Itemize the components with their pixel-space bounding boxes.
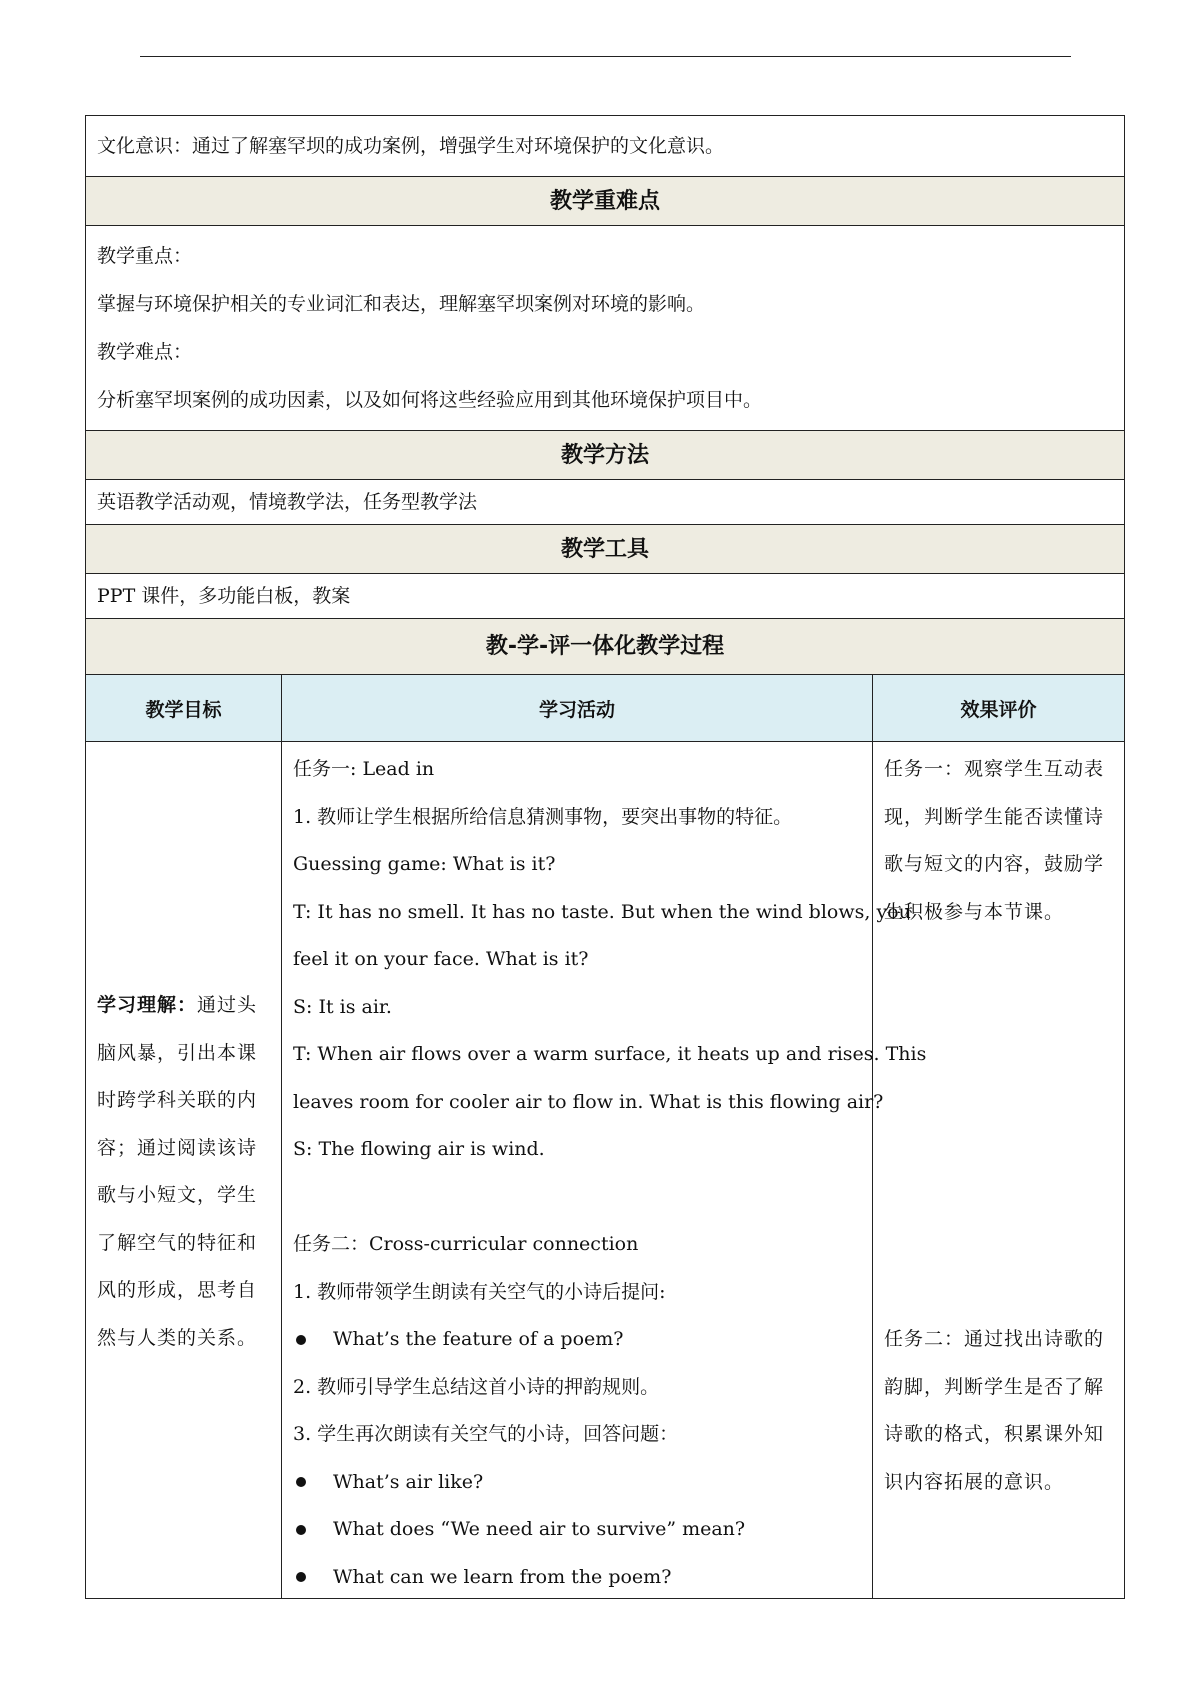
bullet-item: [293, 1459, 864, 1507]
objective-cell: [86, 742, 282, 1598]
eval2-line: 任务二：通过找出诗歌的: [884, 1328, 1105, 1350]
col-header-evaluation: 效果评价: [960, 698, 1037, 721]
tools-row: [85, 574, 1125, 619]
task2-step3: 3. 学生再次朗读有关空气的小诗，回答问题：: [293, 1423, 679, 1445]
lesson-plan-table: [85, 115, 1125, 1599]
bullet-item: [293, 1506, 864, 1554]
evaluation-cell: [873, 742, 1124, 1598]
methods-text: 英语教学活动观，情境教学法，任务型教学法: [97, 491, 478, 513]
bullet-item: [293, 1316, 864, 1364]
objective-line: 脑风暴，引出本课: [97, 1041, 258, 1064]
bullet-text: What does “We need air to survive” mean?: [333, 1518, 746, 1540]
process-heading: 教-学-评一体化教学过程: [85, 619, 1125, 675]
task1-line: 1. 教师让学生根据所给信息猜测事物，要突出事物的特征。: [293, 805, 793, 828]
task1-line: T: It has no smell. It has no taste. But when the wind blows, you: [293, 900, 911, 923]
objective-line: 了解空气的特征和: [97, 1231, 258, 1254]
objective-line: 然与人类的关系。: [97, 1326, 258, 1349]
task1-title: 任务一: Lead in: [293, 758, 435, 780]
task2-step1: 1. 教师带领学生朗读有关空气的小诗后提问:: [293, 1280, 666, 1303]
eval2-line: 识内容拓展的意识。: [884, 1470, 1065, 1493]
eval1-line: 歌与短文的内容，鼓励学: [884, 853, 1105, 875]
bullet-text: What’s the feature of a poem?: [333, 1328, 624, 1350]
bullet-text: What can we learn from the poem?: [333, 1565, 672, 1588]
task1-line: S: It is air.: [293, 995, 392, 1018]
methods-heading: 教学方法: [85, 431, 1125, 480]
objective-label: 学习理解：: [97, 994, 198, 1016]
objective-line: 歌与小短文，学生: [97, 1184, 258, 1206]
eval1-line: 任务一：观察学生互动表: [884, 758, 1105, 780]
methods-row: [85, 480, 1125, 525]
difficulty-text: 分析塞罕坝案例的成功因素，以及如何将这些经验应用到其他环境保护项目中。: [97, 389, 763, 411]
culture-text: 文化意识：通过了解塞罕坝的成功案例，增强学生对环境保护的文化意识。: [97, 135, 725, 157]
task2-title: 任务二：Cross-curricular connection: [293, 1233, 639, 1255]
task1-line: leaves room for cooler air to flow in. What is this flowing air?: [293, 1090, 884, 1113]
tools-text: PPT 课件，多功能白板，教案: [97, 585, 351, 607]
process-column-headers: [85, 675, 1125, 742]
eval1-line: 生积极参与本节课。: [884, 900, 1065, 923]
objective-line: 容；通过阅读该诗: [97, 1136, 258, 1159]
bullet-dot-icon: [296, 1525, 306, 1535]
focus-label: 教学重点：: [97, 245, 193, 267]
bullet-dot-icon: [296, 1335, 306, 1345]
bullet-dot-icon: [296, 1477, 306, 1487]
bullet-dot-icon: [296, 1572, 306, 1582]
task1-line: feel it on your face. What is it?: [293, 948, 589, 970]
objective-line: 风的形成，思考自: [97, 1279, 258, 1301]
bullet-text: What’s air like?: [333, 1470, 484, 1493]
task1-line: Guessing game: What is it?: [293, 853, 556, 875]
culture-row: [85, 115, 1125, 177]
col-header-activity: 学习活动: [282, 675, 873, 741]
bullet-item: [293, 1554, 864, 1602]
header-rule: [140, 56, 1071, 57]
task1-line: T: When air flows over a warm surface, it heats up and rises. This: [293, 1043, 927, 1065]
eval2-line: 诗歌的格式，积累课外知: [884, 1423, 1105, 1445]
task2-step2: 2. 教师引导学生总结这首小诗的押韵规则。: [293, 1375, 660, 1398]
objective-line: 通过头: [197, 994, 258, 1016]
eval1-line: 现，判断学生能否读懂诗: [884, 805, 1105, 828]
process-body-row: [85, 742, 1125, 1599]
tools-heading: 教学工具: [85, 525, 1125, 574]
eval2-line: 韵脚，判断学生是否了解: [884, 1375, 1105, 1398]
activity-cell: [282, 742, 927, 1598]
task1-line: S: The flowing air is wind.: [293, 1138, 545, 1160]
col-header-objective: 教学目标: [86, 675, 282, 741]
key-points-body: [85, 226, 1125, 431]
key-points-heading: 教学重难点: [85, 177, 1125, 226]
focus-text: 掌握与环境保护相关的专业词汇和表达，理解塞罕坝案例对环境的影响。: [97, 293, 706, 315]
objective-line: 时跨学科关联的内: [97, 1089, 258, 1111]
difficulty-label: 教学难点：: [97, 341, 193, 363]
